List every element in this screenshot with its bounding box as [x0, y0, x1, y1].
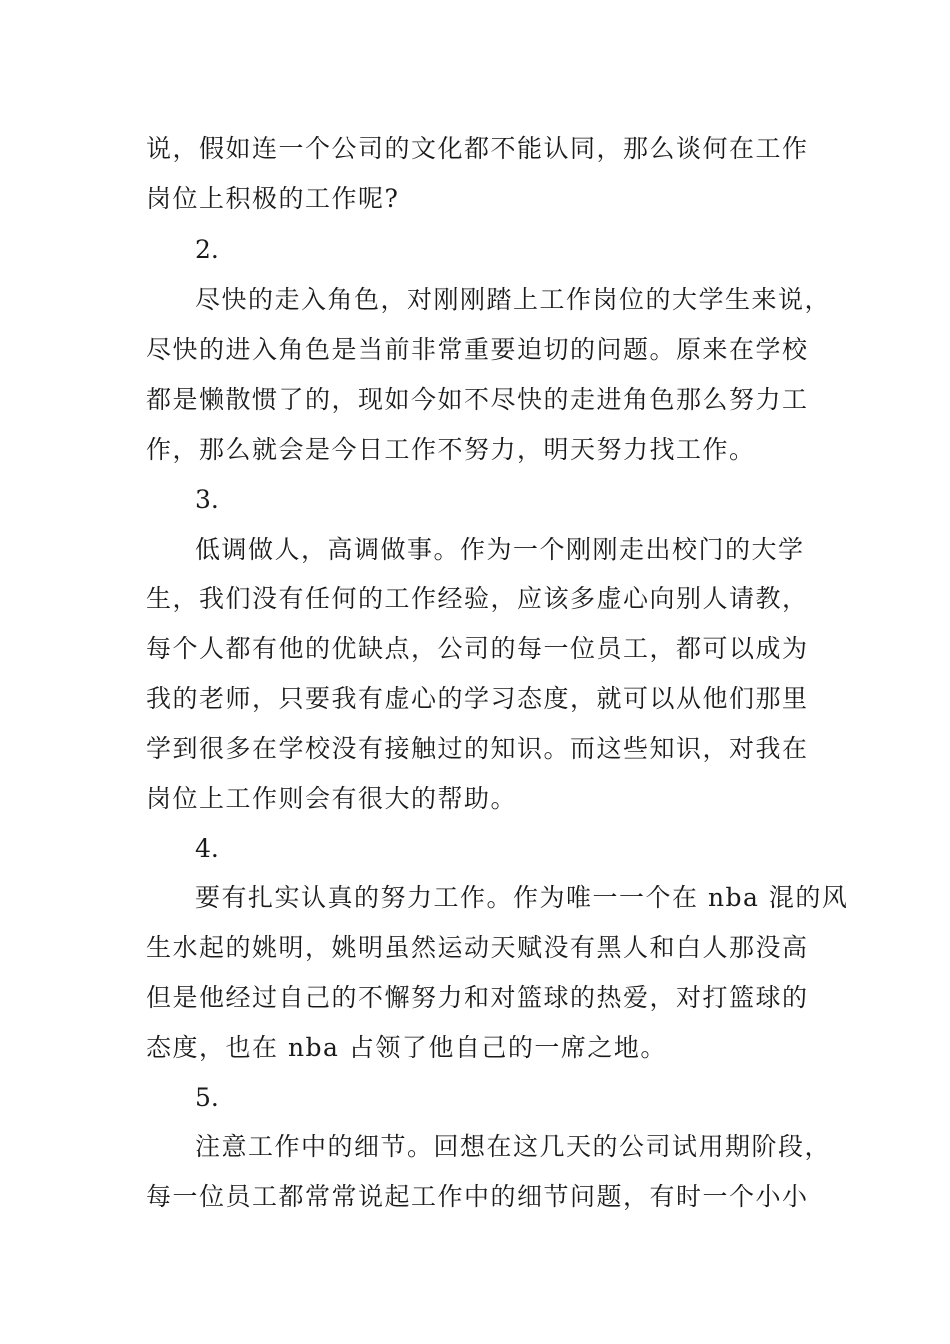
text-line: 说，假如连一个公司的文化都不能认同，那么谈何在工作: [146, 134, 809, 163]
text-line: 要有扎实认真的努力工作。作为唯一一个在 nba 混的风: [195, 883, 849, 912]
text-line: 都是懒散惯了的，现如今如不尽快的走进角色那么努力工: [146, 385, 809, 414]
text-line: 尽快的进入角色是当前非常重要迫切的问题。原来在学校: [146, 335, 809, 364]
text-line: 态度，也在 nba 占领了他自己的一席之地。: [146, 1033, 667, 1062]
text-line: 生，我们没有任何的工作经验，应该多虚心向别人请教，: [146, 584, 809, 613]
text-line: 学到很多在学校没有接触过的知识。而这些知识，对我在: [146, 734, 809, 763]
text-line: 岗位上积极的工作呢?: [146, 184, 400, 213]
section-number: 5.: [195, 1083, 219, 1112]
text-line: 每个人都有他的优缺点，公司的每一位员工，都可以成为: [146, 634, 809, 663]
text-line: 岗位上工作则会有很大的帮助。: [146, 784, 518, 813]
text-line: 作，那么就会是今日工作不努力，明天努力找工作。: [146, 435, 756, 464]
text-line: 生水起的姚明，姚明虽然运动天赋没有黑人和白人那没高: [146, 933, 809, 962]
text-line: 注意工作中的细节。回想在这几天的公司试用期阶段，: [195, 1132, 832, 1161]
section-number: 3.: [195, 485, 219, 514]
text-line: 但是他经过自己的不懈努力和对篮球的热爱，对打篮球的: [146, 983, 809, 1012]
text-line: 尽快的走入角色，对刚刚踏上工作岗位的大学生来说，: [195, 285, 832, 314]
text-line: 低调做人，高调做事。作为一个刚刚走出校门的大学: [195, 535, 805, 564]
section-number: 2.: [195, 235, 219, 264]
section-number: 4.: [195, 834, 219, 863]
text-line: 每一位员工都常常说起工作中的细节问题，有时一个小小: [146, 1182, 809, 1211]
text-line: 我的老师，只要我有虚心的学习态度，就可以从他们那里: [146, 684, 809, 713]
